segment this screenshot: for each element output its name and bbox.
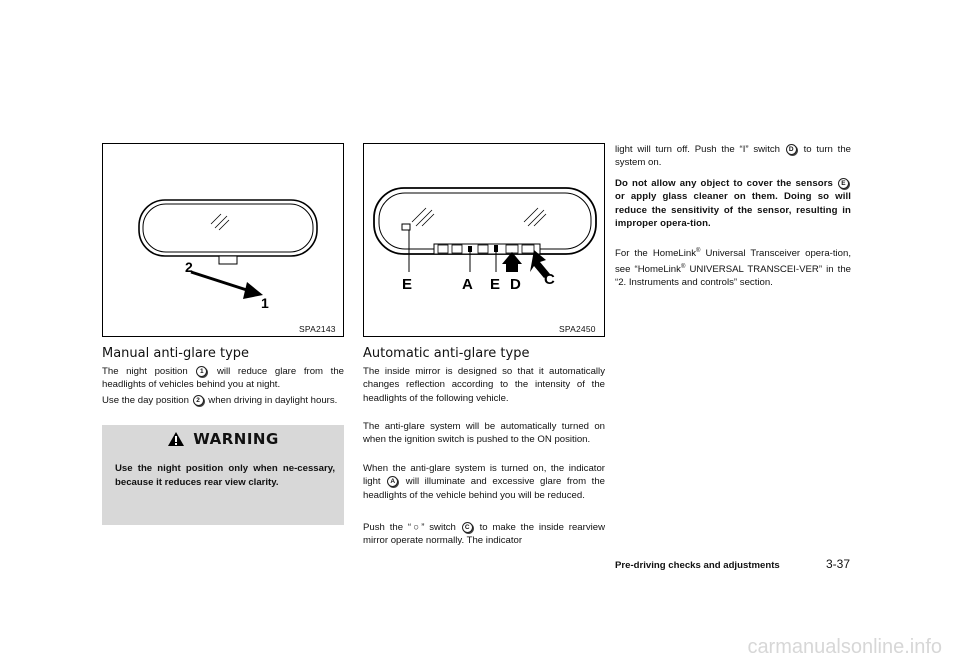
warning-triangle-icon xyxy=(167,431,185,447)
auto-mirror-illustration xyxy=(364,144,604,336)
text: Push the “○” switch xyxy=(363,522,456,533)
warning-box xyxy=(102,425,344,525)
heading-manual: Manual anti-glare type xyxy=(102,346,250,361)
text: when driving in daylight hours. xyxy=(208,395,338,406)
figure-manual-mirror xyxy=(102,143,344,337)
registered-mark: ® xyxy=(680,263,686,270)
callout-e-right: E xyxy=(490,276,501,293)
registered-mark: ® xyxy=(696,248,701,254)
page-number: 3-37 xyxy=(826,557,851,571)
text: When the anti-glare system is turned on, the indicator light xyxy=(363,463,605,488)
text: to make the inside rearview mirror operate normally. The indicator xyxy=(363,522,606,547)
text: will illuminate and excessive glare from the headlights of the vehicle behind you will be reduced. xyxy=(363,476,606,501)
footer-section-title: Pre-driving checks and adjustments xyxy=(615,560,780,571)
paragraph-homelink xyxy=(615,245,851,290)
manual-mirror-illustration xyxy=(103,144,343,336)
callout-ref: 1 xyxy=(196,366,207,377)
callout-ref: A xyxy=(387,476,398,487)
paragraph-auto-3 xyxy=(363,462,605,502)
paragraph-auto-1: The inside mirror is designed so that it automatically changes reflection according to the intensity of the headlights of the following vehicle. xyxy=(363,366,605,404)
text: Universal Transceiver opera-tion, see “HomeLink xyxy=(615,248,852,275)
callout-c: C xyxy=(544,271,555,288)
text: For the HomeLink xyxy=(615,248,697,260)
text: Do not allow any object to cover the sensors xyxy=(615,178,833,189)
warning-text: Use the night position only when ne-cessary, because it reduces rear view clarity. xyxy=(115,463,335,488)
callout-d: D xyxy=(510,276,521,293)
heading-automatic: Automatic anti-glare type xyxy=(363,346,530,361)
text: The night position xyxy=(102,366,188,377)
text: Use the day position xyxy=(102,395,189,406)
figure-auto-mirror xyxy=(363,143,605,337)
callout-a: A xyxy=(462,276,473,293)
paragraph-day-position xyxy=(102,394,344,407)
callout-1: 1 xyxy=(261,295,269,311)
paragraph-auto-4 xyxy=(363,521,605,548)
text: to turn the system on. xyxy=(615,144,851,169)
paragraph-night-position xyxy=(102,365,344,392)
paragraph-sensor-caution xyxy=(615,177,851,231)
paragraph-col3-1 xyxy=(615,143,851,170)
text: light will turn off. Push the “I” switch xyxy=(615,144,780,155)
figure-code: SPA2450 xyxy=(559,324,596,334)
watermark: carmanualsonline.info xyxy=(747,636,942,658)
paragraph-auto-2: The anti-glare system will be automatically turned on when the ignition switch is pushed to the ON position. xyxy=(363,421,605,446)
callout-ref: C xyxy=(462,522,473,533)
text: or apply glass cleaner on them. Doing so will reduce the sensitivity of the sensor, resulting in improper opera-tion. xyxy=(615,191,851,230)
callout-ref: E xyxy=(838,178,849,189)
callout-e-left: E xyxy=(402,276,413,293)
warning-title: WARNING xyxy=(193,430,279,448)
text: UNIVERSAL TRANSCEI-VER” in the “2. Instruments and controls” section. xyxy=(615,263,851,289)
warning-heading xyxy=(102,430,344,448)
figure-code: SPA2143 xyxy=(299,324,336,334)
callout-ref: 2 xyxy=(193,395,204,406)
callout-2: 2 xyxy=(185,259,193,275)
text: will reduce glare from the headlights of vehicles behind you at night. xyxy=(102,366,344,391)
callout-ref: D xyxy=(786,144,797,155)
